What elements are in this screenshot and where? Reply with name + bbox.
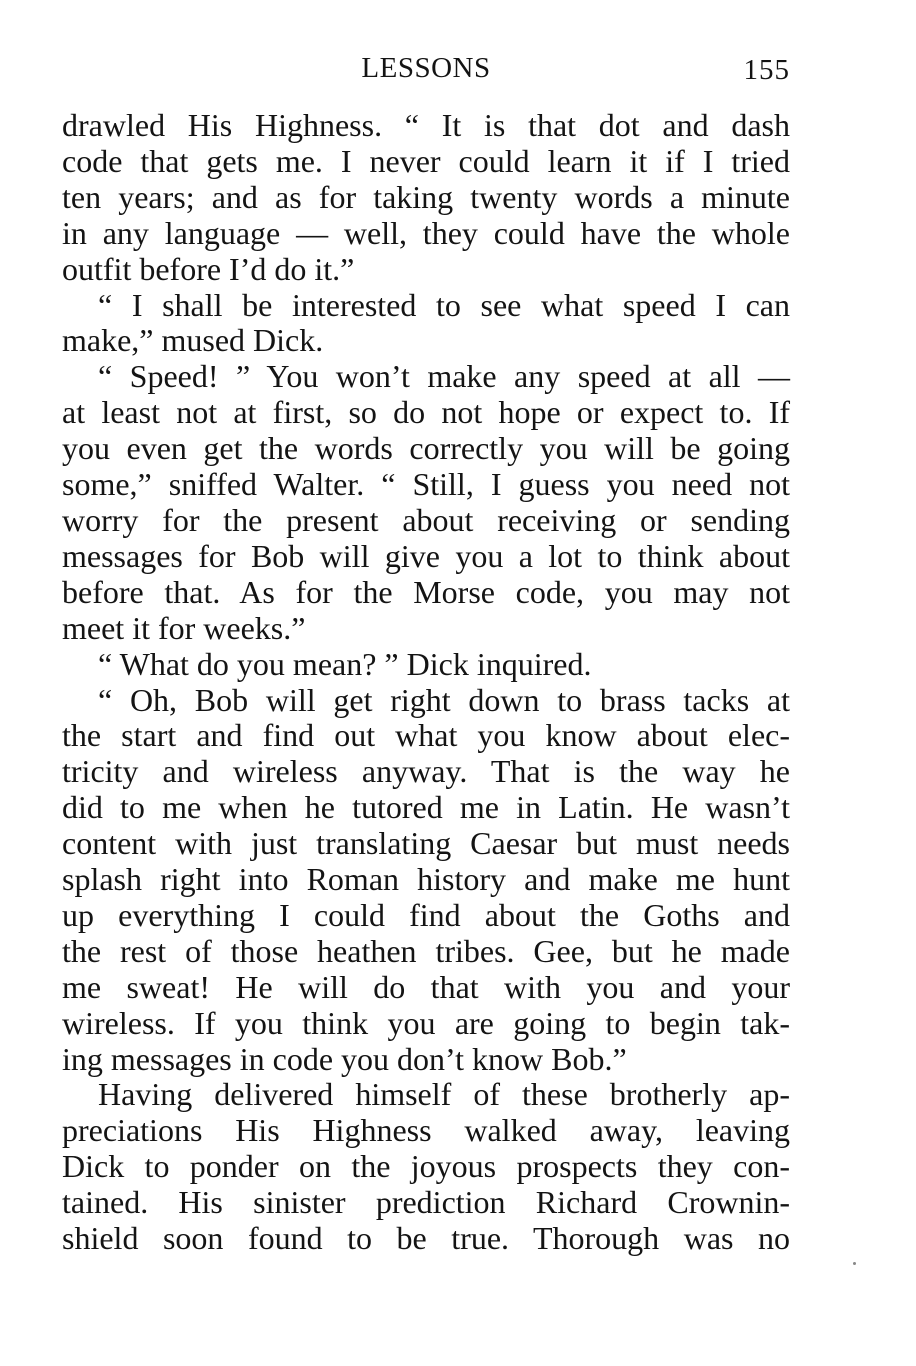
text-line: some,” sniffed Walter. “ Still, I guess you need not — [62, 466, 790, 503]
text-line: “ I shall be interested to see what speed I can — [98, 286, 790, 323]
text-line: code that gets me. I never could learn it if I tried — [62, 142, 790, 179]
text-line: drawled His Highness. “ It is that dot and dash — [62, 107, 790, 143]
text-line: tained. His sinister prediction Richard Crownin- — [62, 1184, 790, 1221]
paragraph — [62, 359, 790, 646]
text-line: Dick to ponder on the joyous prospects they con- — [62, 1148, 790, 1185]
text-line: “ What do you mean? ” Dick inquired. — [98, 645, 592, 682]
text-line: did to me when he tutored me in Latin. He wasn’t — [62, 789, 790, 826]
body-text — [62, 108, 790, 1257]
text-line: Having delivered himself of these brotherly ap- — [98, 1076, 790, 1113]
text-line: tricity and wireless anyway. That is the way he — [62, 753, 790, 790]
text-line: preciations His Highness walked away, leaving — [62, 1112, 790, 1149]
text-line: in any language — well, they could have the whole — [62, 214, 790, 251]
text-line: worry for the present about receiving or sending — [62, 501, 790, 538]
page-number: 155 — [743, 54, 790, 86]
text-line: you even get the words correctly you will be going — [62, 430, 790, 467]
paragraph — [62, 108, 790, 288]
text-line: splash right into Roman history and make me hunt — [62, 861, 790, 898]
paragraph — [62, 647, 790, 683]
text-line: ten years; and as for taking twenty words a minute — [62, 178, 790, 215]
running-title: LESSONS — [361, 52, 491, 84]
text-line: content with just translating Caesar but must needs — [62, 825, 790, 862]
text-line: messages for Bob will give you a lot to think about — [62, 537, 790, 574]
text-line: before that. As for the Morse code, you may not — [62, 573, 790, 610]
paragraph — [62, 1077, 790, 1257]
text-line: ing messages in code you don’t know Bob.” — [62, 1040, 627, 1077]
text-line: the rest of those heathen tribes. Gee, but he made — [62, 932, 790, 969]
paper-speck — [853, 1262, 856, 1265]
text-line: up everything I could find about the Goths and — [62, 896, 790, 933]
text-line: “ Speed! ” You won’t make any speed at all — — [98, 358, 790, 395]
text-line: “ Oh, Bob will get right down to brass tacks at — [98, 681, 790, 718]
paragraph — [62, 288, 790, 360]
paragraph — [62, 683, 790, 1078]
text-line: me sweat! He will do that with you and your — [62, 968, 790, 1005]
running-head — [62, 52, 790, 92]
text-line: at least not at first, so do not hope or expect to. If — [62, 394, 790, 431]
text-line: wireless. If you think you are going to begin tak- — [62, 1004, 790, 1041]
text-line: outfit before I’d do it.” — [62, 250, 355, 287]
text-line: make,” mused Dick. — [62, 322, 324, 359]
text-line: shield soon found to be true. Thorough was no — [62, 1220, 790, 1257]
text-line: meet it for weeks.” — [62, 609, 306, 646]
text-line: the start and find out what you know about elec- — [62, 717, 790, 754]
